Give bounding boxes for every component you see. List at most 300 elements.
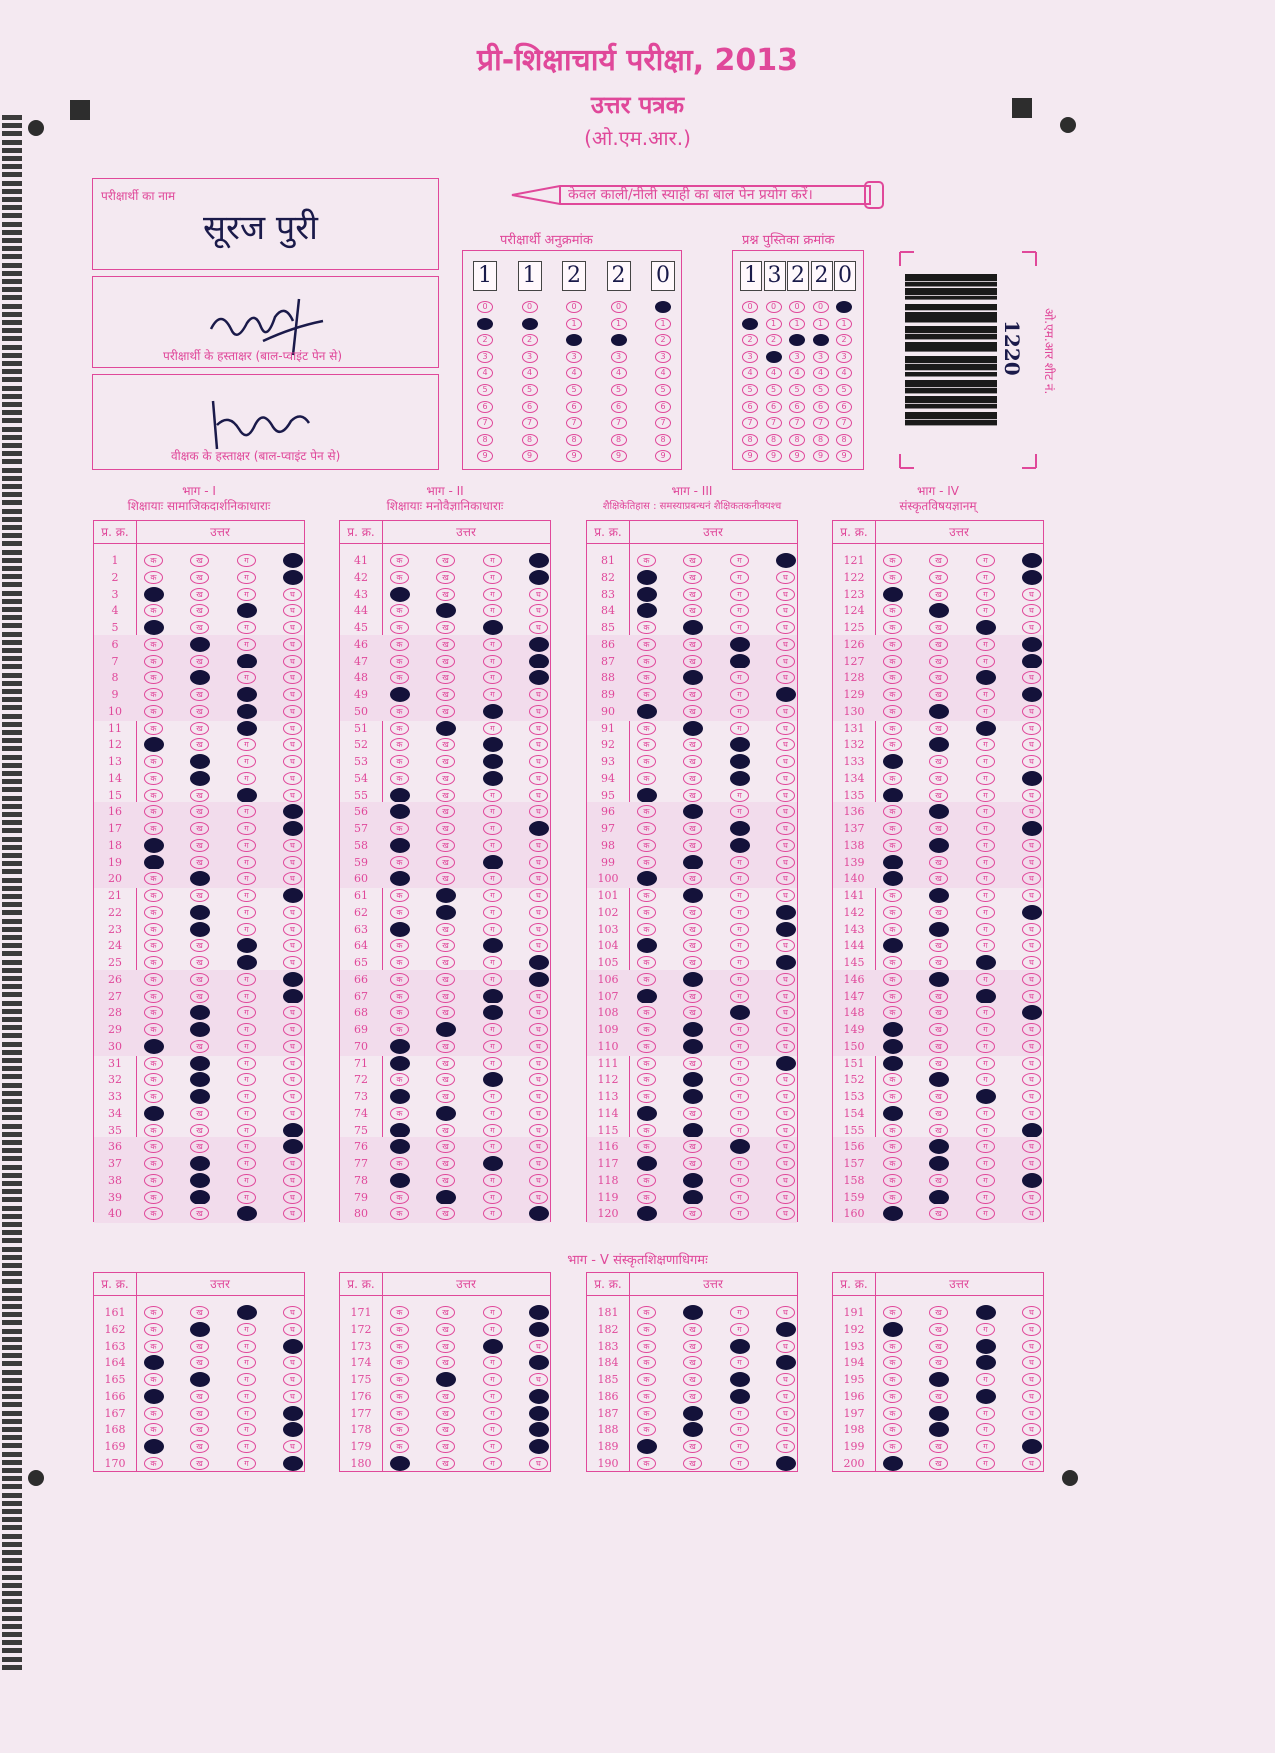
answer-bubble-ग[interactable]: ग [483, 889, 502, 902]
answer-bubble-घ[interactable]: घ [1022, 1356, 1041, 1369]
answer-bubble-घ[interactable]: घ [776, 789, 795, 802]
answer-bubble-ख[interactable]: ख [436, 1390, 455, 1403]
answer-bubble-क[interactable]: क [637, 755, 656, 768]
answer-bubble-घ[interactable] [1022, 821, 1042, 836]
answer-bubble-ख[interactable]: ख [436, 671, 455, 684]
answer-bubble-ख[interactable]: ख [929, 1340, 948, 1353]
answer-bubble-ग[interactable]: ग [483, 906, 502, 919]
answer-bubble-घ[interactable]: घ [776, 621, 795, 634]
answer-bubble-ख[interactable] [436, 905, 456, 920]
answer-bubble-घ[interactable]: घ [776, 604, 795, 617]
answer-bubble-घ[interactable]: घ [1022, 604, 1041, 617]
answer-bubble-ख[interactable]: ख [683, 1440, 702, 1453]
digit-bubble[interactable]: 0 [611, 301, 627, 313]
answer-bubble-ख[interactable] [929, 704, 949, 719]
digit-bubble[interactable]: 9 [813, 450, 829, 462]
answer-bubble-क[interactable]: क [637, 923, 656, 936]
answer-bubble-घ[interactable]: घ [1022, 973, 1041, 986]
digit-bubble[interactable]: 8 [566, 434, 582, 446]
answer-bubble-घ[interactable]: घ [1022, 1107, 1041, 1120]
answer-bubble-ग[interactable]: ग [976, 822, 995, 835]
answer-bubble-ग[interactable]: ग [976, 906, 995, 919]
answer-bubble-क[interactable] [390, 1056, 410, 1071]
answer-bubble-ग[interactable]: ग [730, 956, 749, 969]
answer-bubble-क[interactable] [883, 788, 903, 803]
digit-bubble[interactable]: 5 [477, 384, 493, 396]
answer-bubble-क[interactable]: क [637, 738, 656, 751]
answer-bubble-घ[interactable]: घ [776, 1090, 795, 1103]
answer-bubble-घ[interactable]: घ [1022, 1457, 1041, 1470]
answer-bubble-क[interactable]: क [637, 1023, 656, 1036]
answer-bubble-क[interactable]: क [637, 1340, 656, 1353]
answer-bubble-ख[interactable]: ख [436, 1040, 455, 1053]
answer-bubble-ग[interactable]: ग [976, 889, 995, 902]
answer-bubble-ख[interactable]: ख [929, 956, 948, 969]
answer-bubble-ख[interactable]: ख [929, 872, 948, 885]
answer-bubble-ख[interactable]: ख [436, 621, 455, 634]
answer-bubble-ख[interactable]: ख [190, 688, 209, 701]
answer-bubble-ख[interactable]: ख [929, 990, 948, 1003]
answer-bubble-ग[interactable]: ग [237, 1006, 256, 1019]
digit-bubble[interactable]: 3 [566, 351, 582, 363]
answer-bubble-ग[interactable]: ग [237, 638, 256, 651]
answer-bubble-ख[interactable]: ख [190, 1124, 209, 1137]
digit-bubble[interactable]: 0 [522, 301, 538, 313]
answer-bubble-ख[interactable]: ख [929, 1323, 948, 1336]
answer-bubble-क[interactable]: क [390, 856, 409, 869]
answer-bubble-ख[interactable] [683, 804, 703, 819]
answer-bubble-ख[interactable]: ख [683, 872, 702, 885]
answer-bubble-ख[interactable]: ख [683, 1057, 702, 1070]
answer-bubble-क[interactable]: क [883, 655, 902, 668]
answer-bubble-ख[interactable]: ख [436, 1356, 455, 1369]
answer-bubble-ग[interactable] [483, 1339, 503, 1354]
answer-bubble-ख[interactable]: ख [436, 872, 455, 885]
answer-bubble-घ[interactable]: घ [283, 906, 302, 919]
answer-bubble-ग[interactable] [483, 855, 503, 870]
answer-bubble-घ[interactable] [529, 1206, 549, 1221]
answer-bubble-ग[interactable]: ग [976, 755, 995, 768]
answer-bubble-क[interactable]: क [883, 822, 902, 835]
answer-bubble-क[interactable]: क [883, 1390, 902, 1403]
answer-bubble-ख[interactable]: ख [683, 923, 702, 936]
answer-bubble-घ[interactable]: घ [776, 755, 795, 768]
answer-bubble-घ[interactable] [529, 670, 549, 685]
answer-bubble-क[interactable]: क [390, 772, 409, 785]
answer-bubble-ख[interactable] [929, 972, 949, 987]
digit-bubble[interactable]: 3 [742, 351, 758, 363]
answer-bubble-घ[interactable] [529, 955, 549, 970]
answer-bubble-क[interactable]: क [883, 1090, 902, 1103]
answer-bubble-ख[interactable] [929, 804, 949, 819]
answer-bubble-घ[interactable]: घ [1022, 1407, 1041, 1420]
answer-bubble-ख[interactable]: ख [190, 621, 209, 634]
invigilator-signature-box[interactable] [92, 374, 439, 470]
answer-bubble-ख[interactable]: ख [190, 839, 209, 852]
answer-bubble-घ[interactable]: घ [1022, 722, 1041, 735]
answer-bubble-घ[interactable] [529, 1406, 549, 1421]
answer-bubble-घ[interactable]: घ [283, 923, 302, 936]
answer-bubble-क[interactable]: क [883, 990, 902, 1003]
digit-bubble[interactable]: 3 [655, 351, 671, 363]
answer-bubble-घ[interactable] [1022, 1439, 1042, 1454]
answer-bubble-ख[interactable]: ख [436, 1457, 455, 1470]
answer-bubble-क[interactable]: क [144, 872, 163, 885]
answer-bubble-घ[interactable]: घ [1022, 738, 1041, 751]
answer-bubble-ग[interactable]: ग [976, 872, 995, 885]
answer-bubble-क[interactable]: क [637, 1124, 656, 1137]
answer-bubble-ख[interactable] [683, 855, 703, 870]
answer-bubble-ग[interactable]: ग [976, 1323, 995, 1336]
answer-bubble-क[interactable]: क [144, 805, 163, 818]
answer-bubble-घ[interactable] [283, 821, 303, 836]
answer-bubble-क[interactable]: क [144, 604, 163, 617]
answer-bubble-ग[interactable]: ग [237, 973, 256, 986]
answer-bubble-क[interactable] [144, 1039, 164, 1054]
answer-bubble-ग[interactable]: ग [976, 1073, 995, 1086]
answer-bubble-क[interactable]: क [390, 1440, 409, 1453]
answer-bubble-घ[interactable]: घ [529, 990, 548, 1003]
digit-bubble[interactable]: 0 [477, 301, 493, 313]
answer-bubble-क[interactable] [883, 938, 903, 953]
answer-bubble-घ[interactable]: घ [776, 671, 795, 684]
answer-bubble-ख[interactable]: ख [436, 1140, 455, 1153]
answer-bubble-ख[interactable] [683, 1190, 703, 1205]
answer-bubble-ग[interactable] [483, 1156, 503, 1171]
answer-bubble-ग[interactable] [483, 938, 503, 953]
answer-bubble-क[interactable] [637, 1156, 657, 1171]
answer-bubble-ग[interactable]: ग [237, 1423, 256, 1436]
answer-bubble-क[interactable]: क [883, 1140, 902, 1153]
digit-bubble[interactable] [766, 351, 782, 363]
answer-bubble-ग[interactable]: ग [483, 839, 502, 852]
answer-bubble-क[interactable]: क [144, 1457, 163, 1470]
answer-bubble-क[interactable]: क [883, 705, 902, 718]
answer-bubble-क[interactable]: क [144, 822, 163, 835]
answer-bubble-ख[interactable]: ख [436, 655, 455, 668]
answer-bubble-ख[interactable]: ख [929, 1356, 948, 1369]
answer-bubble-क[interactable]: क [390, 705, 409, 718]
answer-bubble-ख[interactable] [929, 1372, 949, 1387]
digit-bubble[interactable]: 8 [655, 434, 671, 446]
answer-bubble-ग[interactable]: ग [976, 588, 995, 601]
answer-bubble-ग[interactable]: ग [730, 990, 749, 1003]
answer-bubble-क[interactable]: क [637, 956, 656, 969]
answer-bubble-ग[interactable]: ग [483, 973, 502, 986]
answer-bubble-ख[interactable] [929, 603, 949, 618]
answer-bubble-क[interactable]: क [390, 671, 409, 684]
answer-bubble-ख[interactable]: ख [190, 1340, 209, 1353]
answer-bubble-ग[interactable]: ग [237, 1191, 256, 1204]
answer-bubble-घ[interactable]: घ [283, 1390, 302, 1403]
answer-bubble-ख[interactable]: ख [436, 638, 455, 651]
candidate-name-box[interactable] [92, 178, 439, 270]
digit-box[interactable]: 2 [607, 261, 631, 291]
answer-bubble-ख[interactable]: ख [683, 655, 702, 668]
answer-bubble-क[interactable] [637, 1106, 657, 1121]
digit-bubble[interactable]: 4 [836, 367, 852, 379]
answer-bubble-ग[interactable]: ग [730, 1124, 749, 1137]
answer-bubble-ग[interactable] [730, 1139, 750, 1154]
digit-bubble[interactable]: 2 [836, 334, 852, 346]
digit-bubble[interactable]: 5 [522, 384, 538, 396]
answer-bubble-क[interactable]: क [390, 1207, 409, 1220]
answer-bubble-ख[interactable]: ख [436, 973, 455, 986]
answer-bubble-ग[interactable]: ग [237, 1140, 256, 1153]
answer-bubble-क[interactable] [883, 871, 903, 886]
answer-bubble-घ[interactable] [1022, 553, 1042, 568]
answer-bubble-घ[interactable]: घ [283, 604, 302, 617]
answer-bubble-ख[interactable]: ख [190, 588, 209, 601]
answer-bubble-घ[interactable] [529, 1389, 549, 1404]
answer-bubble-ख[interactable]: ख [683, 839, 702, 852]
answer-bubble-क[interactable]: क [390, 939, 409, 952]
answer-bubble-घ[interactable]: घ [1022, 856, 1041, 869]
digit-bubble[interactable]: 6 [477, 401, 493, 413]
answer-bubble-ख[interactable] [683, 1123, 703, 1138]
answer-bubble-ग[interactable]: ग [730, 789, 749, 802]
answer-bubble-ग[interactable]: ग [237, 1390, 256, 1403]
digit-bubble[interactable]: 6 [836, 401, 852, 413]
answer-bubble-घ[interactable]: घ [776, 705, 795, 718]
answer-bubble-ख[interactable]: ख [683, 638, 702, 651]
answer-bubble-ग[interactable]: ग [483, 1090, 502, 1103]
answer-bubble-क[interactable]: क [883, 1407, 902, 1420]
answer-bubble-क[interactable]: क [390, 738, 409, 751]
answer-bubble-घ[interactable]: घ [529, 1057, 548, 1070]
answer-bubble-घ[interactable]: घ [283, 1157, 302, 1170]
digit-bubble[interactable]: 9 [766, 450, 782, 462]
answer-bubble-क[interactable] [883, 1056, 903, 1071]
answer-bubble-क[interactable]: क [144, 571, 163, 584]
answer-bubble-ग[interactable]: ग [976, 1373, 995, 1386]
answer-bubble-ख[interactable]: ख [929, 1207, 948, 1220]
answer-bubble-ग[interactable] [237, 788, 257, 803]
answer-bubble-घ[interactable]: घ [776, 839, 795, 852]
answer-bubble-ग[interactable]: ग [976, 789, 995, 802]
answer-bubble-क[interactable]: क [883, 1340, 902, 1353]
answer-bubble-क[interactable]: क [883, 571, 902, 584]
answer-bubble-ग[interactable]: ग [237, 1323, 256, 1336]
answer-bubble-ख[interactable] [190, 670, 210, 685]
answer-bubble-क[interactable]: क [637, 1407, 656, 1420]
answer-bubble-ख[interactable]: ख [436, 571, 455, 584]
answer-bubble-ग[interactable]: ग [976, 1440, 995, 1453]
answer-bubble-ख[interactable]: ख [929, 939, 948, 952]
answer-bubble-ग[interactable] [237, 654, 257, 669]
answer-bubble-ख[interactable]: ख [683, 1140, 702, 1153]
answer-bubble-क[interactable]: क [883, 906, 902, 919]
answer-bubble-ग[interactable] [730, 654, 750, 669]
answer-bubble-ख[interactable]: ख [929, 671, 948, 684]
answer-bubble-घ[interactable]: घ [529, 1090, 548, 1103]
digit-bubble[interactable]: 5 [836, 384, 852, 396]
answer-bubble-ग[interactable]: ग [483, 822, 502, 835]
answer-bubble-क[interactable]: क [883, 1356, 902, 1369]
answer-bubble-ख[interactable]: ख [929, 856, 948, 869]
answer-bubble-ग[interactable]: ग [730, 554, 749, 567]
answer-bubble-घ[interactable] [1022, 771, 1042, 786]
answer-bubble-ख[interactable]: ख [929, 1306, 948, 1319]
answer-bubble-क[interactable]: क [637, 1306, 656, 1319]
answer-bubble-क[interactable]: क [637, 638, 656, 651]
answer-bubble-ग[interactable]: ग [730, 688, 749, 701]
answer-bubble-घ[interactable]: घ [776, 1040, 795, 1053]
answer-bubble-क[interactable]: क [637, 889, 656, 902]
answer-bubble-क[interactable]: क [144, 688, 163, 701]
answer-bubble-घ[interactable]: घ [1022, 621, 1041, 634]
answer-bubble-घ[interactable] [283, 888, 303, 903]
answer-bubble-क[interactable]: क [637, 1006, 656, 1019]
answer-bubble-क[interactable]: क [637, 906, 656, 919]
answer-bubble-ख[interactable] [683, 1406, 703, 1421]
answer-bubble-ख[interactable] [929, 838, 949, 853]
answer-bubble-क[interactable]: क [144, 923, 163, 936]
answer-bubble-क[interactable]: क [637, 1390, 656, 1403]
digit-bubble[interactable]: 7 [813, 417, 829, 429]
digit-bubble[interactable]: 3 [813, 351, 829, 363]
answer-bubble-क[interactable] [144, 620, 164, 635]
answer-bubble-ख[interactable]: ख [929, 722, 948, 735]
answer-bubble-ग[interactable] [237, 938, 257, 953]
answer-bubble-घ[interactable]: घ [1022, 1073, 1041, 1086]
digit-bubble[interactable] [836, 301, 852, 313]
digit-bubble[interactable]: 3 [611, 351, 627, 363]
answer-bubble-ख[interactable]: ख [436, 772, 455, 785]
answer-bubble-घ[interactable]: घ [1022, 1323, 1041, 1336]
answer-bubble-ग[interactable]: ग [976, 1023, 995, 1036]
answer-bubble-ग[interactable]: ग [976, 939, 995, 952]
digit-bubble[interactable] [655, 301, 671, 313]
answer-bubble-ख[interactable] [190, 1056, 210, 1071]
answer-bubble-घ[interactable]: घ [283, 1023, 302, 1036]
answer-bubble-घ[interactable]: घ [1022, 671, 1041, 684]
digit-bubble[interactable]: 9 [742, 450, 758, 462]
answer-bubble-क[interactable]: क [144, 789, 163, 802]
digit-bubble[interactable]: 2 [522, 334, 538, 346]
answer-bubble-ग[interactable]: ग [483, 923, 502, 936]
answer-bubble-ग[interactable]: ग [730, 722, 749, 735]
answer-bubble-ग[interactable] [483, 989, 503, 1004]
answer-bubble-ख[interactable] [190, 1089, 210, 1104]
digit-bubble[interactable]: 0 [766, 301, 782, 313]
answer-bubble-क[interactable] [390, 1139, 410, 1154]
answer-bubble-ख[interactable]: ख [683, 604, 702, 617]
answer-bubble-ख[interactable] [190, 637, 210, 652]
answer-bubble-घ[interactable]: घ [776, 1440, 795, 1453]
answer-bubble-ख[interactable]: ख [683, 1340, 702, 1353]
answer-bubble-घ[interactable]: घ [1022, 1191, 1041, 1204]
answer-bubble-घ[interactable] [283, 804, 303, 819]
answer-bubble-ख[interactable]: ख [190, 604, 209, 617]
digit-box[interactable]: 1 [473, 261, 497, 291]
answer-bubble-घ[interactable]: घ [283, 638, 302, 651]
digit-bubble[interactable]: 1 [655, 318, 671, 330]
answer-bubble-क[interactable] [144, 838, 164, 853]
answer-bubble-क[interactable] [144, 1439, 164, 1454]
answer-bubble-क[interactable]: क [637, 1040, 656, 1053]
answer-bubble-ख[interactable]: ख [190, 1457, 209, 1470]
answer-bubble-ग[interactable]: ग [483, 554, 502, 567]
answer-bubble-ग[interactable]: ग [237, 1440, 256, 1453]
answer-bubble-ख[interactable]: ख [436, 1073, 455, 1086]
answer-bubble-ग[interactable]: ग [976, 923, 995, 936]
answer-bubble-घ[interactable]: घ [1022, 1306, 1041, 1319]
answer-bubble-क[interactable]: क [390, 1107, 409, 1120]
answer-bubble-ख[interactable] [190, 905, 210, 920]
answer-bubble-घ[interactable]: घ [283, 872, 302, 885]
answer-bubble-घ[interactable]: घ [776, 1407, 795, 1420]
answer-bubble-घ[interactable] [529, 1439, 549, 1454]
answer-bubble-घ[interactable]: घ [283, 755, 302, 768]
answer-bubble-ग[interactable]: ग [483, 671, 502, 684]
answer-bubble-ग[interactable]: ग [730, 872, 749, 885]
answer-bubble-ग[interactable]: ग [730, 1073, 749, 1086]
answer-bubble-घ[interactable]: घ [529, 1140, 548, 1153]
answer-bubble-ग[interactable] [237, 1206, 257, 1221]
answer-bubble-घ[interactable]: घ [776, 1373, 795, 1386]
answer-bubble-ख[interactable]: ख [929, 906, 948, 919]
answer-bubble-ग[interactable]: ग [237, 554, 256, 567]
answer-bubble-ग[interactable] [237, 1305, 257, 1320]
answer-bubble-घ[interactable] [283, 1123, 303, 1138]
answer-bubble-ख[interactable]: ख [436, 1157, 455, 1170]
answer-bubble-घ[interactable] [529, 637, 549, 652]
answer-bubble-ख[interactable]: ख [190, 655, 209, 668]
answer-bubble-क[interactable]: क [637, 1356, 656, 1369]
answer-bubble-क[interactable] [390, 788, 410, 803]
answer-bubble-ग[interactable] [976, 1305, 996, 1320]
answer-bubble-ग[interactable]: ग [237, 872, 256, 885]
answer-bubble-घ[interactable]: घ [776, 1191, 795, 1204]
answer-bubble-घ[interactable]: घ [529, 789, 548, 802]
answer-bubble-ख[interactable]: ख [436, 588, 455, 601]
answer-bubble-ग[interactable]: ग [237, 805, 256, 818]
answer-bubble-ग[interactable]: ग [730, 1191, 749, 1204]
answer-bubble-घ[interactable]: घ [529, 1373, 548, 1386]
answer-bubble-घ[interactable]: घ [529, 588, 548, 601]
answer-bubble-ख[interactable] [929, 1139, 949, 1154]
answer-bubble-क[interactable]: क [144, 1191, 163, 1204]
answer-bubble-घ[interactable]: घ [283, 1373, 302, 1386]
answer-bubble-घ[interactable]: घ [776, 638, 795, 651]
answer-bubble-घ[interactable]: घ [776, 655, 795, 668]
answer-bubble-क[interactable] [637, 788, 657, 803]
digit-bubble[interactable]: 9 [522, 450, 538, 462]
answer-bubble-ग[interactable]: ग [730, 1174, 749, 1187]
answer-bubble-क[interactable]: क [390, 956, 409, 969]
answer-bubble-घ[interactable]: घ [283, 1306, 302, 1319]
answer-bubble-क[interactable] [883, 587, 903, 602]
answer-bubble-ग[interactable]: ग [730, 604, 749, 617]
digit-bubble[interactable]: 4 [611, 367, 627, 379]
answer-bubble-क[interactable]: क [144, 671, 163, 684]
answer-bubble-ग[interactable]: ग [976, 638, 995, 651]
answer-bubble-ख[interactable]: ख [929, 1040, 948, 1053]
answer-bubble-घ[interactable]: घ [1022, 990, 1041, 1003]
answer-bubble-ग[interactable] [730, 1005, 750, 1020]
answer-bubble-क[interactable]: क [144, 1090, 163, 1103]
answer-bubble-ख[interactable]: ख [683, 1006, 702, 1019]
answer-bubble-ख[interactable]: ख [436, 688, 455, 701]
answer-bubble-ख[interactable]: ख [190, 789, 209, 802]
digit-bubble[interactable]: 0 [789, 301, 805, 313]
answer-bubble-ख[interactable]: ख [683, 789, 702, 802]
answer-bubble-घ[interactable] [1022, 1173, 1042, 1188]
digit-box[interactable]: 3 [764, 261, 786, 291]
answer-bubble-ग[interactable]: ग [483, 1174, 502, 1187]
answer-bubble-क[interactable]: क [390, 1157, 409, 1170]
